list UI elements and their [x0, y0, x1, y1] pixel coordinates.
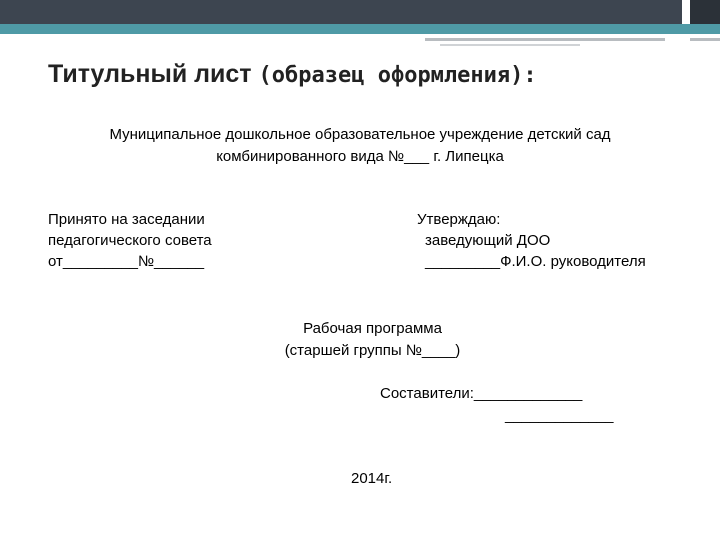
approved-line: заведующий ДОО [425, 232, 551, 249]
header-decor-line [690, 38, 720, 41]
organization-name [40, 124, 680, 168]
approved-block [417, 209, 646, 272]
program-title [200, 318, 545, 362]
header-bar-dark-right [690, 0, 720, 24]
header-decor-line [425, 38, 665, 41]
header-decor-line [440, 44, 580, 46]
approved-line: _________Ф.И.О. руководителя [425, 253, 646, 270]
header-bar-dark [0, 0, 682, 24]
accepted-block [48, 209, 212, 272]
program-line: (старшей группы №____) [284, 342, 461, 359]
header-bar-teal [0, 24, 720, 34]
accepted-line: педагогического совета [48, 232, 212, 249]
authors-line: Составители:_____________ [380, 385, 583, 402]
authors-line: _____________ [505, 407, 614, 424]
slide-title-paren: (образец оформления): [258, 63, 537, 88]
organization-line: комбинированного вида №___ г. Липецка [216, 148, 504, 165]
program-line: Рабочая программа [303, 320, 442, 337]
organization-line: Муниципальное дошкольное образовательное учреждение детский сад [109, 126, 611, 143]
accepted-line: от_________№______ [48, 253, 205, 270]
slide-title [48, 60, 537, 89]
slide-title-main: Титульный лист [48, 60, 252, 88]
approved-line: Утверждаю: [417, 211, 501, 228]
year: 2014г. [351, 470, 393, 487]
accepted-line: Принято на заседании [48, 211, 205, 228]
